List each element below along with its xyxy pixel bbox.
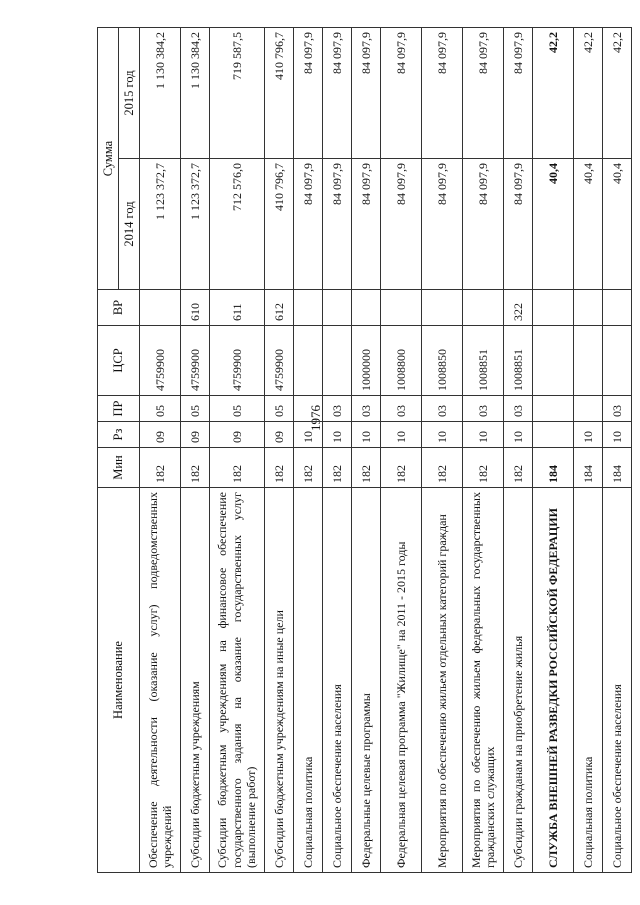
cell-rz: 09	[265, 422, 294, 448]
cell-pr: 05	[210, 396, 265, 422]
cell-pr: 03	[504, 396, 533, 422]
cell-min: 182	[265, 448, 294, 488]
cell-name: Социальная политика	[574, 488, 603, 873]
cell-rz: 10	[352, 422, 381, 448]
rotated-page-content	[97, 28, 637, 873]
cell-vr	[463, 290, 504, 326]
cell-2015: 42,2	[533, 28, 574, 159]
cell-2014: 84 097,9	[381, 159, 422, 290]
cell-2014: 84 097,9	[504, 159, 533, 290]
cell-vr: 611	[210, 290, 265, 326]
cell-min: 184	[533, 448, 574, 488]
cell-2014: 84 097,9	[294, 159, 323, 290]
cell-pr	[294, 396, 323, 422]
cell-csr: 1000000	[352, 326, 381, 396]
cell-pr: 03	[603, 396, 632, 422]
cell-2014: 410 796,7	[265, 159, 294, 290]
cell-2014: 1 123 372,7	[181, 159, 210, 290]
cell-pr	[574, 396, 603, 422]
table-row	[381, 28, 422, 873]
cell-min: 182	[323, 448, 352, 488]
header-csr: ЦСР	[98, 326, 140, 396]
cell-2015: 42,2	[603, 28, 632, 159]
cell-name: Обеспечение деятельности (оказание услуг) подведомственных учреждений	[140, 488, 181, 873]
cell-csr: 4759900	[181, 326, 210, 396]
cell-rz: 09	[210, 422, 265, 448]
header-pr: ПР	[98, 396, 140, 422]
cell-pr: 03	[463, 396, 504, 422]
cell-csr	[603, 326, 632, 396]
cell-vr	[574, 290, 603, 326]
header-rz: Рз	[98, 422, 140, 448]
table-row	[181, 28, 210, 873]
table-row	[323, 28, 352, 873]
cell-2014: 1 123 372,7	[140, 159, 181, 290]
cell-csr	[574, 326, 603, 396]
cell-name: Мероприятия по обеспечению жильем федеральных государственных гражданских служащих	[463, 488, 504, 873]
cell-pr: 03	[381, 396, 422, 422]
cell-min: 182	[140, 448, 181, 488]
cell-2015: 84 097,9	[422, 28, 463, 159]
cell-name: Субсидии бюджетным учреждениям	[181, 488, 210, 873]
cell-csr: 4759900	[210, 326, 265, 396]
cell-2015: 1 130 384,2	[181, 28, 210, 159]
cell-rz	[533, 422, 574, 448]
cell-name: СЛУЖБА ВНЕШНЕЙ РАЗВЕДКИ РОССИЙСКОЙ ФЕДЕРАЦИИ	[533, 488, 574, 873]
cell-2015: 719 587,5	[210, 28, 265, 159]
cell-name: Федеральная целевая программа "Жилище" на 2011 - 2015 годы	[381, 488, 422, 873]
table-body	[140, 28, 632, 873]
cell-pr: 03	[422, 396, 463, 422]
cell-2015: 84 097,9	[463, 28, 504, 159]
cell-vr	[294, 290, 323, 326]
cell-csr	[323, 326, 352, 396]
cell-2014: 84 097,9	[422, 159, 463, 290]
cell-2015: 84 097,9	[294, 28, 323, 159]
table-row	[504, 28, 533, 873]
cell-2014: 40,4	[574, 159, 603, 290]
header-name: Наименование	[98, 488, 140, 873]
cell-2015: 84 097,9	[323, 28, 352, 159]
cell-rz: 10	[574, 422, 603, 448]
cell-pr: 05	[181, 396, 210, 422]
cell-pr: 05	[140, 396, 181, 422]
table-row	[210, 28, 265, 873]
cell-rz: 10	[294, 422, 323, 448]
cell-min: 182	[352, 448, 381, 488]
cell-csr: 1008850	[422, 326, 463, 396]
cell-name: Социальное обеспечение населения	[603, 488, 632, 873]
cell-min: 182	[210, 448, 265, 488]
table-header-row	[98, 28, 119, 873]
cell-2015: 84 097,9	[504, 28, 533, 159]
cell-vr	[323, 290, 352, 326]
cell-min: 182	[181, 448, 210, 488]
cell-csr: 1008851	[463, 326, 504, 396]
cell-name: Субсидии бюджетным учреждениям на иные цели	[265, 488, 294, 873]
cell-vr: 322	[504, 290, 533, 326]
cell-vr	[140, 290, 181, 326]
cell-name: Социальная политика	[294, 488, 323, 873]
cell-csr: 1008800	[381, 326, 422, 396]
table-row	[463, 28, 504, 873]
cell-rz: 10	[504, 422, 533, 448]
cell-2015: 410 796,7	[265, 28, 294, 159]
table-row	[294, 28, 323, 873]
cell-min: 182	[381, 448, 422, 488]
cell-2014: 40,4	[603, 159, 632, 290]
table-row	[352, 28, 381, 873]
cell-vr: 612	[265, 290, 294, 326]
cell-vr	[603, 290, 632, 326]
cell-rz: 09	[140, 422, 181, 448]
cell-min: 182	[463, 448, 504, 488]
cell-rz: 10	[381, 422, 422, 448]
cell-csr	[294, 326, 323, 396]
cell-2014: 84 097,9	[352, 159, 381, 290]
table-row	[603, 28, 632, 873]
cell-rz: 10	[422, 422, 463, 448]
cell-2015: 84 097,9	[352, 28, 381, 159]
cell-rz: 09	[181, 422, 210, 448]
cell-min: 182	[422, 448, 463, 488]
cell-2015: 84 097,9	[381, 28, 422, 159]
cell-csr: 4759900	[265, 326, 294, 396]
cell-vr	[381, 290, 422, 326]
cell-pr: 03	[352, 396, 381, 422]
table-row	[422, 28, 463, 873]
header-vr: ВР	[98, 290, 140, 326]
cell-min: 182	[504, 448, 533, 488]
cell-name: Субсидии гражданам на приобретение жилья	[504, 488, 533, 873]
cell-rz: 10	[603, 422, 632, 448]
budget-table	[97, 27, 632, 873]
cell-2015: 42,2	[574, 28, 603, 159]
header-2015: 2015 год	[119, 28, 140, 159]
cell-csr: 1008851	[504, 326, 533, 396]
cell-rz: 10	[323, 422, 352, 448]
cell-csr	[533, 326, 574, 396]
cell-name: Мероприятия по обеспечению жильем отдельных категорий граждан	[422, 488, 463, 873]
cell-2015: 1 130 384,2	[140, 28, 181, 159]
table-row	[265, 28, 294, 873]
cell-name: Социальное обеспечение населения	[323, 488, 352, 873]
table-row	[140, 28, 181, 873]
cell-2014: 84 097,9	[323, 159, 352, 290]
cell-rz: 10	[463, 422, 504, 448]
table-row	[574, 28, 603, 873]
header-2014: 2014 год	[119, 159, 140, 290]
cell-name: Субсидии бюджетным учреждениям на финансовое обеспечение государственного задания на оказание государственных услуг (выполнение работ)	[210, 488, 265, 873]
cell-min: 184	[574, 448, 603, 488]
cell-min: 184	[603, 448, 632, 488]
cell-name: Федеральные целевые программы	[352, 488, 381, 873]
cell-2014: 40,4	[533, 159, 574, 290]
cell-vr	[533, 290, 574, 326]
cell-2014: 84 097,9	[463, 159, 504, 290]
cell-csr: 4759900	[140, 326, 181, 396]
cell-min: 182	[294, 448, 323, 488]
cell-pr	[533, 396, 574, 422]
cell-2014: 712 576,0	[210, 159, 265, 290]
page-number: 1976	[308, 405, 323, 431]
header-min: Мин	[98, 448, 140, 488]
cell-pr: 03	[323, 396, 352, 422]
table-row	[533, 28, 574, 873]
cell-vr	[422, 290, 463, 326]
cell-vr	[352, 290, 381, 326]
cell-pr: 05	[265, 396, 294, 422]
cell-vr: 610	[181, 290, 210, 326]
header-sum: Сумма	[98, 28, 119, 290]
